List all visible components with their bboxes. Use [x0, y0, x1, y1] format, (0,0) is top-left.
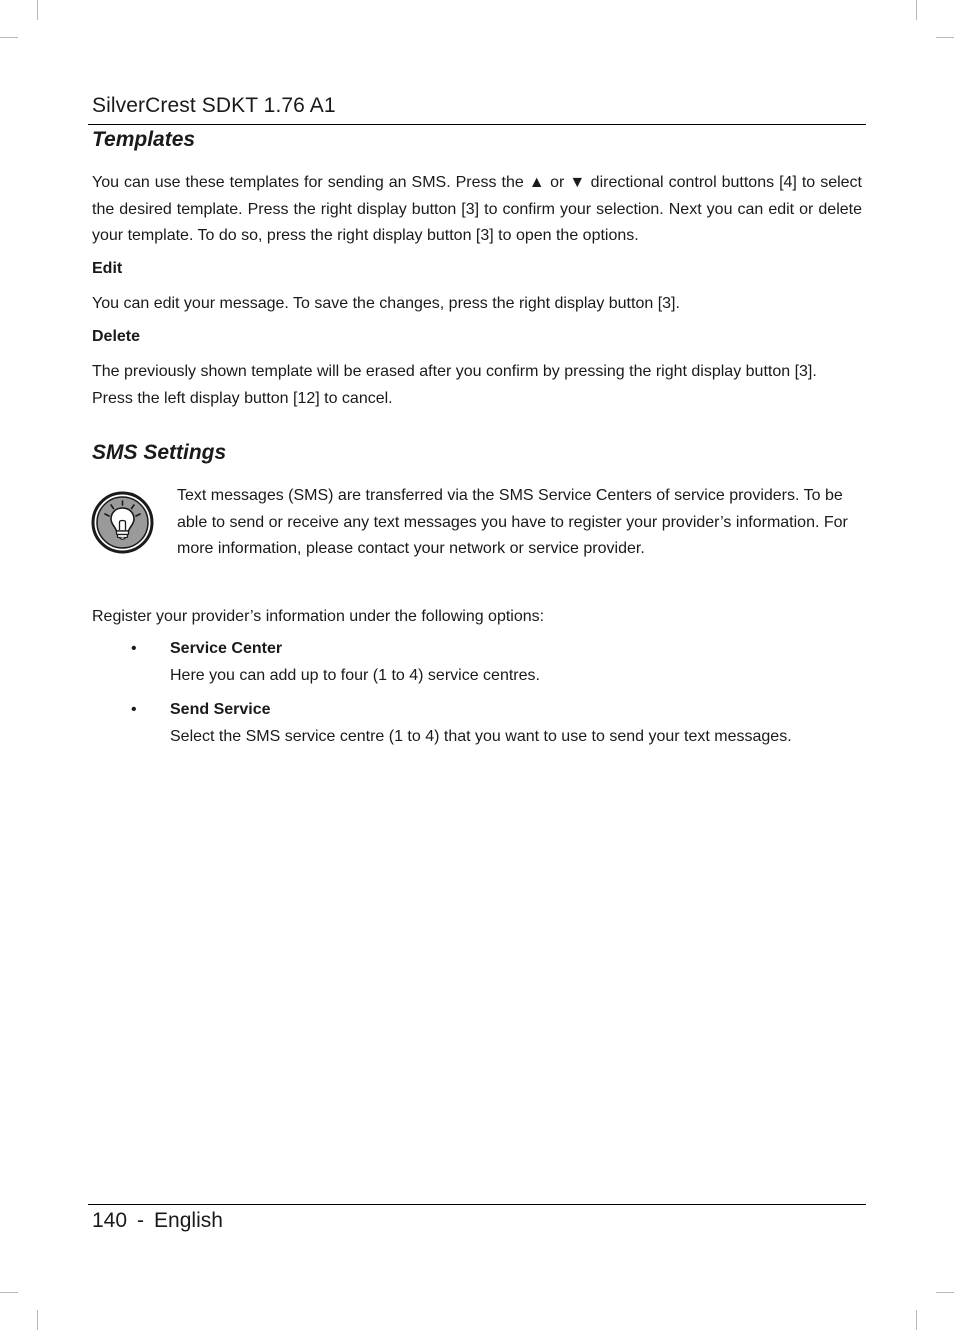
lightbulb-icon [91, 491, 154, 554]
delete-paragraph: The previously shown template will be erased after you confirm by pressing the right display button [3]. Press the left display button [12] to cancel. [92, 363, 817, 407]
crop-mark [37, 0, 38, 20]
crop-mark [936, 37, 954, 38]
templates-intro-paragraph: You can use these templates for sending an SMS. Press the ▲ or ▼ directional control buttons [4] to select the desired template. Press the right display button [3] to confirm your selection. Next you can edit or delete your template. To do so, press the right display button [3] to open the options. [92, 174, 862, 244]
edit-paragraph: You can edit your message. To save the changes, press the right display button [3]. [92, 295, 680, 312]
crop-mark [0, 37, 18, 38]
section-heading-templates: Templates [92, 128, 196, 151]
option-title-service-center: Service Center [170, 640, 283, 657]
page-number: 140 [92, 1209, 128, 1232]
subheading-delete: Delete [92, 328, 141, 345]
footer-separator: - [137, 1209, 145, 1232]
option-text-send-service: Select the SMS service centre (1 to 4) that you want to use to send your text messages. [170, 728, 792, 745]
crop-mark [0, 1292, 18, 1293]
subheading-edit: Edit [92, 260, 123, 277]
footer-language: English [154, 1209, 223, 1232]
section-heading-sms-settings: SMS Settings [92, 441, 227, 464]
option-title-send-service: Send Service [170, 701, 271, 718]
sms-settings-intro: Register your provider’s information under the following options: [92, 608, 545, 625]
document-header-title: SilverCrest SDKT 1.76 A1 [92, 94, 336, 117]
tip-note-text: Text messages (SMS) are transferred via the SMS Service Centers of service providers. To be able to send or receive any text messages you have to register your provider’s information. For more information, please contact your network or service provider. [177, 487, 848, 557]
header-rule [88, 124, 866, 125]
crop-mark [37, 1310, 38, 1330]
bullet-marker: • [131, 701, 137, 718]
page-footer [92, 1209, 223, 1233]
crop-mark [916, 1310, 917, 1330]
option-text-service-center: Here you can add up to four (1 to 4) service centres. [170, 667, 540, 684]
bullet-marker: • [131, 640, 137, 657]
footer-rule [88, 1204, 866, 1205]
crop-mark [916, 0, 917, 20]
crop-mark [936, 1292, 954, 1293]
